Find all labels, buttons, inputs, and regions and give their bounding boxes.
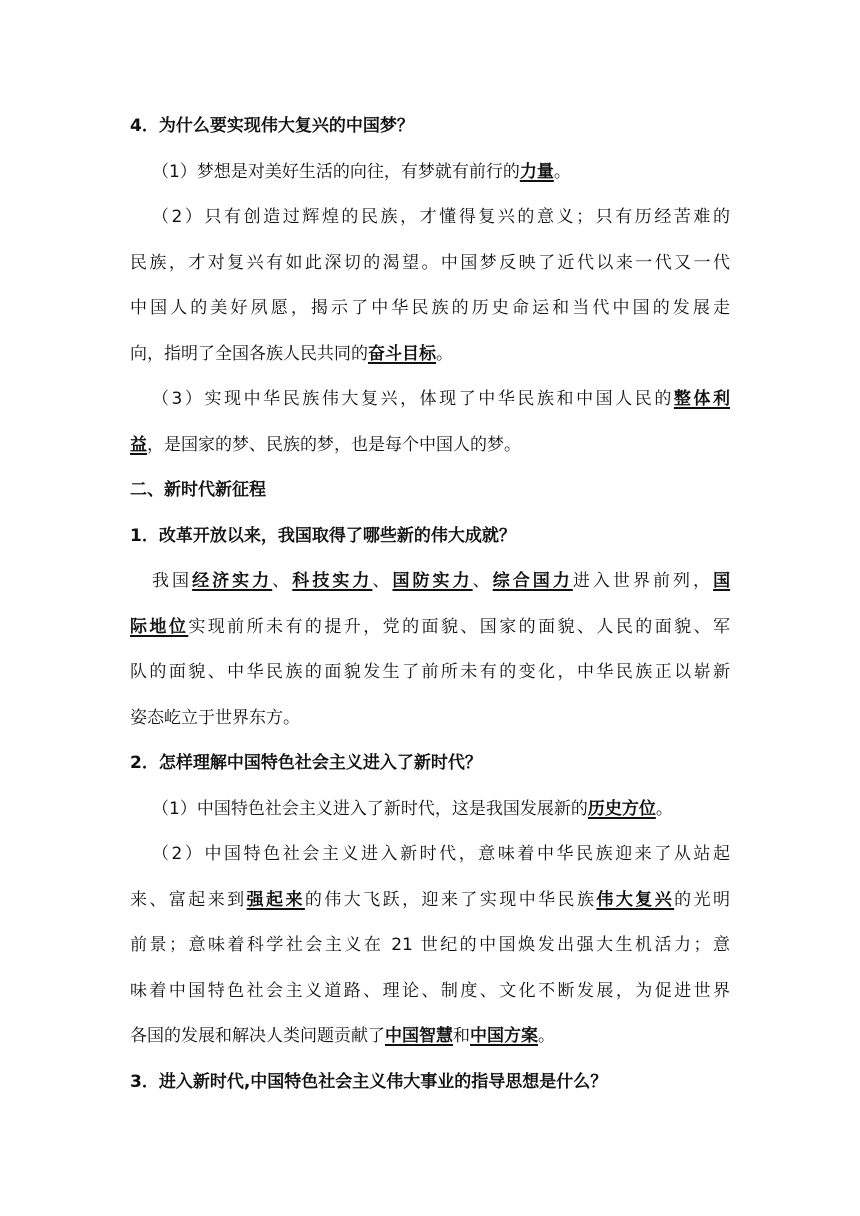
paragraph-line [130,559,730,605]
key-term: 益 [130,434,147,455]
section-heading [130,741,730,787]
key-term: 整体利 [673,389,730,409]
paragraph-line [130,332,730,378]
text-run: （2）只有创造过辉煌的民族，才懂得复兴的意义；只有历经苦难的 [152,207,730,227]
text-run: 民族，才对复兴有如此深切的渴望。中国梦反映了近代以来一代又一代 [130,252,730,273]
text-run: 。 [436,343,453,364]
key-term: 中国智慧 [385,1026,453,1046]
paragraph-line [130,241,730,287]
text-run: 各国的发展和解决人类问题贡献了 [130,1026,385,1046]
paragraph-line [130,696,730,742]
paragraph-line [130,1014,730,1060]
section-heading [130,468,730,514]
key-term: 伟大复兴 [596,889,675,910]
text-run: （1）梦想是对美好生活的向往，有梦就有前行的 [152,161,520,182]
paragraph-line [130,423,730,469]
key-term: 奋斗目标 [368,343,436,364]
paragraph-line [130,195,730,241]
key-term: 经济实力 [192,571,273,591]
text-run: 来、富起来到 [130,889,247,910]
section-heading [130,104,730,150]
text-run: 进入世界前列， [572,571,714,591]
text-run: 、 [472,571,493,591]
text-run: 味着中国特色社会主义道路、理论、制度、文化不断发展，为促进世界 [130,980,730,1001]
text-run: 实现前所未有的提升，党的面貌、国家的面貌、人民的面貌、军 [188,616,731,637]
text-run: 姿态屹立于世界东方。 [130,707,300,728]
text-run: （3）实现中华民族伟大复兴，体现了中华民族和中国人民的 [152,389,674,409]
key-term: 中国方案 [470,1026,538,1046]
paragraph-line [130,605,730,651]
text-run: 4．为什么要实现伟大复兴的中国梦？ [130,116,414,136]
text-run: 3．进入新时代,中国特色社会主义伟大事业的指导思想是什么？ [130,1071,608,1092]
text-run: 向，指明了全国各族人民共同的 [130,343,368,364]
text-run: 中国人的美好夙愿，揭示了中华民族的历史命运和当代中国的发展走 [130,298,730,318]
paragraph-line [130,650,730,696]
key-term: 国 [713,571,731,591]
section-heading [130,514,730,560]
key-term: 国防实力 [392,571,473,591]
text-run: （2）中国特色社会主义进入新时代，意味着中华民族迎来了从站起 [152,844,730,864]
text-run: 和 [453,1026,470,1046]
text-run: 2．怎样理解中国特色社会主义进入了新时代？ [130,753,482,773]
text-run: 二、新时代新征程 [130,480,266,500]
key-term: 历史方位 [587,798,656,819]
key-term: 力量 [519,161,554,182]
paragraph-line [130,878,730,924]
key-term: 科技实力 [292,571,373,591]
text-run: 、 [372,571,393,591]
text-run: 的光明 [674,889,731,910]
key-term: 强起来 [246,889,305,910]
text-run: 。 [538,1026,555,1046]
text-run: 前景；意味着科学社会主义在 21 世纪的中国焕发出强大生机活力；意 [130,935,730,955]
paragraph-line [130,832,730,878]
section-heading [130,1060,730,1106]
key-term: 综合国力 [492,571,573,591]
text-run: 我国 [152,571,193,591]
key-term: 际地位 [130,616,189,637]
text-run: 队的面貌、中华民族的面貌发生了前所未有的变化，中华民族正以崭新 [130,662,730,682]
document-page [130,104,730,1105]
paragraph-line [130,787,730,833]
text-run: 。 [655,798,673,819]
paragraph-line [130,286,730,332]
paragraph-line [130,377,730,423]
text-run: （1）中国特色社会主义进入了新时代，这是我国发展新的 [152,798,588,819]
text-run: ，是国家的梦、民族的梦，也是每个中国人的梦。 [147,434,521,455]
text-run: 1．改革开放以来，我国取得了哪些新的伟大成就？ [130,525,516,546]
paragraph-line [130,923,730,969]
text-run: 。 [553,161,571,182]
paragraph-line [130,150,730,196]
paragraph-line [130,969,730,1015]
text-run: 、 [272,571,293,591]
text-run: 的伟大飞跃，迎来了实现中华民族 [304,889,597,910]
